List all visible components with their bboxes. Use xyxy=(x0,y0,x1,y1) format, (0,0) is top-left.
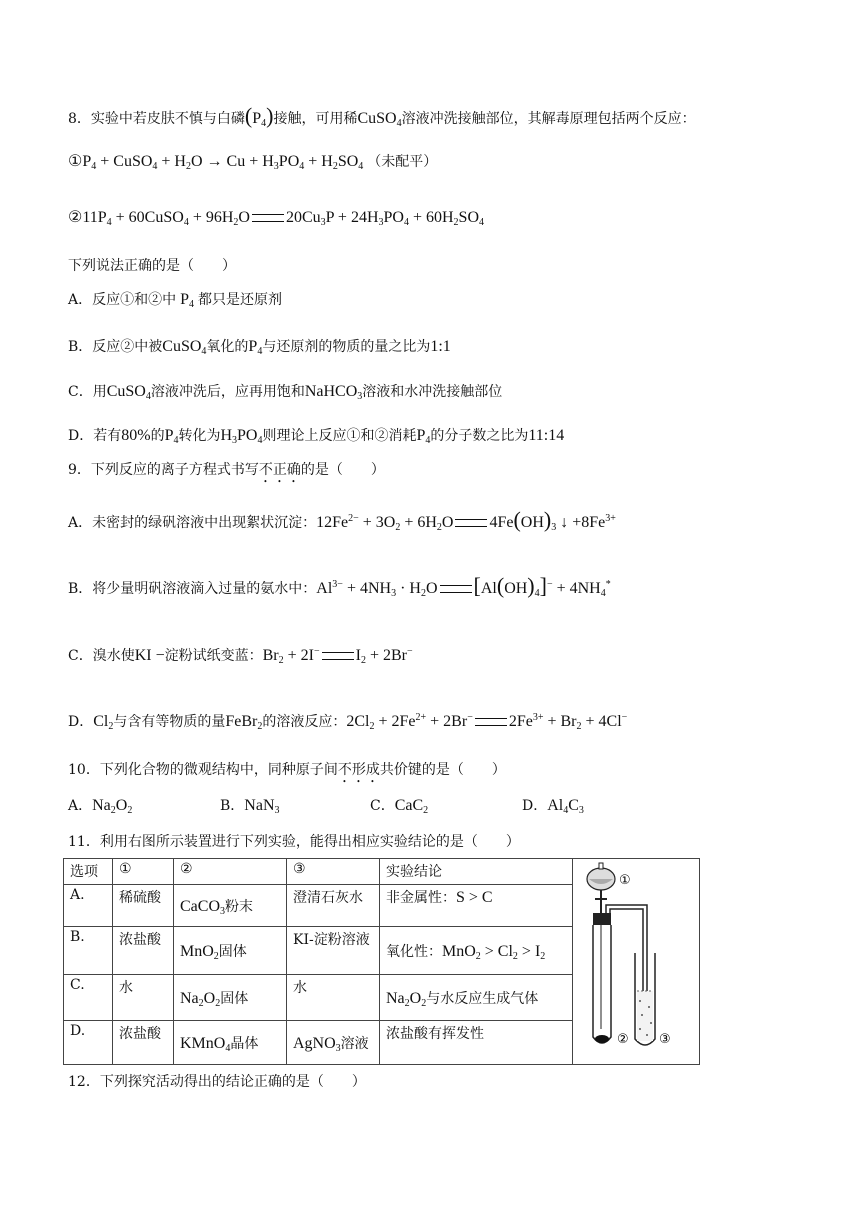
q10-option-a: A．$Na_2O_2$ xyxy=(68,797,133,816)
apparatus-cell xyxy=(573,859,700,1065)
q11-table xyxy=(63,858,700,1065)
q10-option-c: C．CaC$_2$ xyxy=(370,797,429,816)
label-2: ② xyxy=(617,1032,629,1047)
q12-stem: 12．下列探究活动得出的结论正确的是（ ） xyxy=(68,1074,366,1090)
label-3: ③ xyxy=(659,1032,671,1047)
q8-option-a: A．反应①和②中 $P_4$ 都只是还原剂 xyxy=(68,291,283,310)
q9-option-a: A．未密封的绿矾溶液中出现絮状沉淀：$12Fe^{2-} + 3O_2 + 6H_2O$ $4Fe(OH)_3$ ↓ $+8Fe^{3+}$ xyxy=(68,507,616,533)
q10-option-b: B．NaN$_3$ xyxy=(220,797,280,816)
q8-option-c: C．用CuSO$_4$溶液冲洗后，应再用饱和NaHCO$_3$溶液和水冲洗接触部位 xyxy=(68,383,503,402)
q8-option-d: D．若有80%的$P_4$转化为$H_3PO_4$则理论上反应①和②消耗$P_4$的分子数之比为11:14 xyxy=(68,427,565,446)
q8-reaction-2: $②11P_4$ + 60CuSO$_4$ + $96H_2O$ $20Cu_3P + 24H_3PO_4 + 60H_2SO_4$ xyxy=(68,209,484,228)
label-1: ① xyxy=(619,873,631,888)
q9-option-b: B．将少量明矾溶液滴入过量的氨水中：$Al^{3-} + 4NH_3 \cdot H_2O$ $[Al(OH)_4]^- + 4NH_4^*$ xyxy=(68,573,611,599)
table-row: B. 浓盐酸 MnO$_2$固体 KI-淀粉溶液 氧化性：$MnO_2 > Cl_2 > I_2$ xyxy=(64,927,700,975)
q11-stem: 11．利用右图所示装置进行下列实验，能得出相应实验结论的是（ ） xyxy=(68,834,520,850)
q8-ask: 下列说法正确的是（ ） xyxy=(68,258,236,274)
table-row: D. 浓盐酸 KMnO$_4$晶体 AgNO$_3$溶液 浓盐酸有挥发性 xyxy=(64,1021,700,1065)
q9-option-d: D．$Cl_2$与含有等物质的量FeBr$_2$的溶液反应：$2Cl_2 + 2Fe^{2+} + 2Br^-$ $2Fe^{3+} + Br_2 + 4Cl^-$ xyxy=(68,712,628,732)
q10-option-d: D．$Al_4C_3$ xyxy=(522,797,584,816)
table-header-row: 选项 ① ② ③ 实验结论 ① ② ③ xyxy=(64,859,700,885)
q10-options xyxy=(68,796,584,816)
q9-option-c: C．溴水使KI −淀粉试纸变蓝：$Br_2 + 2I^-$ $I_2 + 2Br^-$ xyxy=(68,646,413,666)
q10-stem: 10．下列化合物的微观结构中，同种原子间不形成共价键的是（ ） xyxy=(68,762,506,778)
table-row: A. 稀硫酸 CaCO$_3$粉末 澄清石灰水 非金属性：S > C xyxy=(64,885,700,927)
q8-reaction-1: $①P_4$ + CuSO$_4$ + $H_2O \to Cu + H_3PO_4 + H_2SO_4$ （未配平） xyxy=(68,153,438,172)
q9-stem: 9．下列反应的离子方程式书写不正确的是（ ） xyxy=(68,462,385,478)
table-row: C. 水 $Na_2O_2$固体 水 $Na_2O_2$与水反应生成气体 xyxy=(64,975,700,1021)
apparatus-diagram xyxy=(579,861,689,1057)
q8-option-b: B．反应②中被CuSO$_4$氧化的$P_4$与还原剂的物质的量之比为1:1 xyxy=(68,338,451,357)
q8-stem: 8．实验中若皮肤不慎与白磷$(P_4)$接触，可用稀CuSO$_4$溶液冲洗接触部位，其解毒原理包括两个反应： xyxy=(68,103,696,129)
